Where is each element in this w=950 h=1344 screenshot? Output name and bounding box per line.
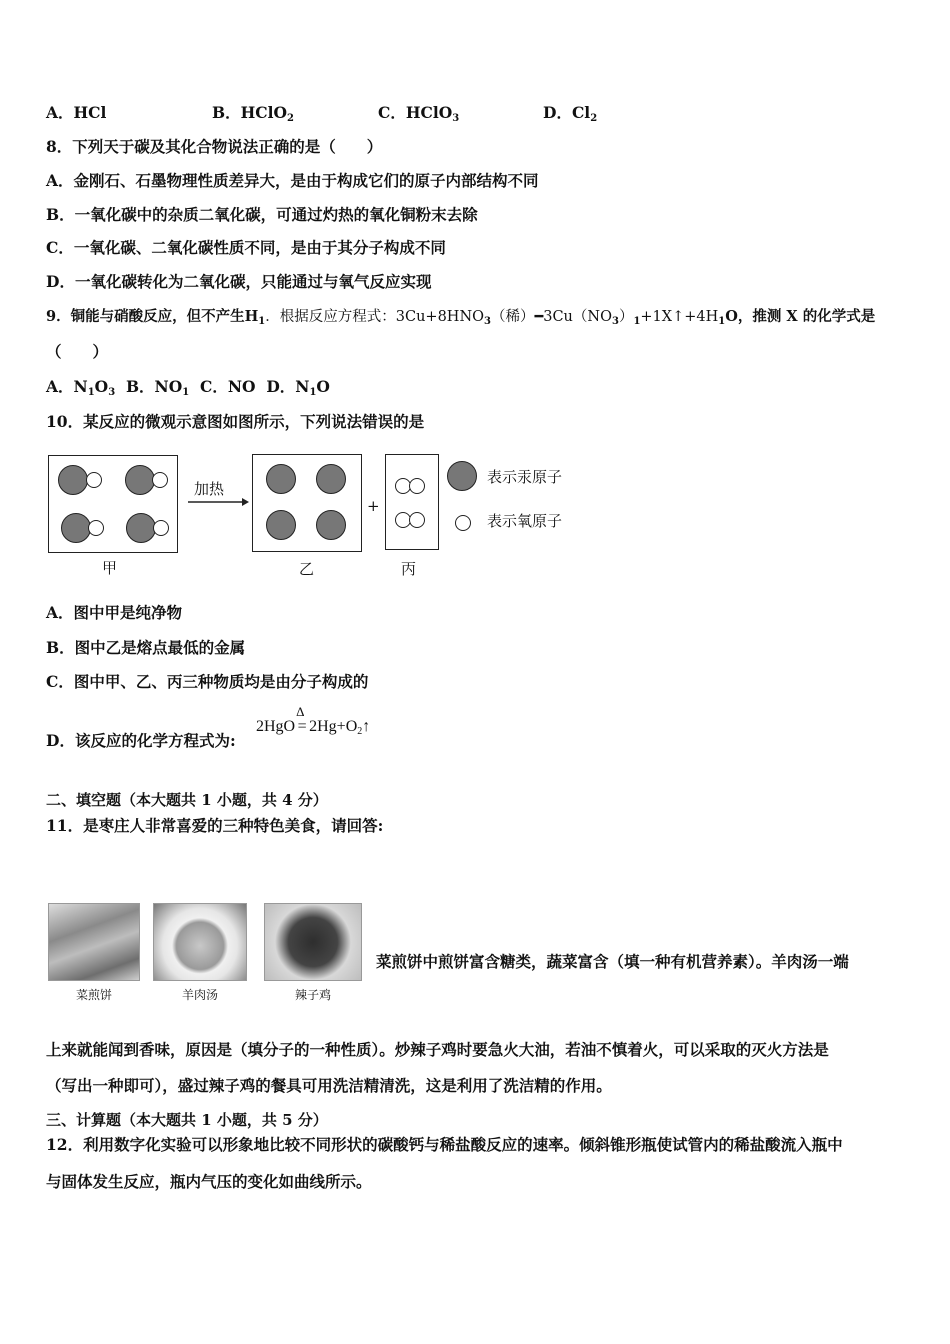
food-caption: 羊肉汤 [181, 988, 218, 1002]
option-formula: HClO [405, 103, 453, 122]
option-label: D． [543, 103, 572, 122]
food-image-cai-jian-bing [48, 903, 140, 981]
label-yi: 乙 [299, 560, 315, 578]
q9-option-a-mid: O [94, 377, 109, 396]
hg-atom [58, 465, 88, 495]
label-bing: 丙 [401, 560, 417, 578]
q7-option-d [543, 103, 597, 129]
q12-line-2: 与固体发生反应，瓶内气压的变化如曲线所示。 [46, 1172, 372, 1191]
o-atom [409, 478, 425, 494]
hg-atom [266, 464, 296, 494]
q10-option-d-prefix: D．该反应的化学方程式为: [46, 731, 236, 750]
q9-option-b: B．NO [125, 377, 183, 396]
food-caption: 菜煎饼 [75, 988, 112, 1002]
q10-option-b: B．图中乙是熔点最低的金属 [46, 638, 246, 657]
option-label: C． [378, 103, 406, 122]
q8-option-c: C．一氧化碳、二氧化碳性质不同，是由于其分子构成不同 [46, 238, 446, 257]
hg-atom [316, 510, 346, 540]
q9-stem-text: ．根据反应方程式：3Cu+8HNO [265, 309, 485, 325]
q9-option-d-end: O [316, 377, 330, 396]
o-atom [86, 472, 102, 488]
option-formula: Cl [571, 103, 591, 122]
box-jia [48, 455, 178, 553]
hg-atom [126, 513, 156, 543]
q9-sub: 1 [309, 387, 317, 398]
q11-stem: 11．是枣庄人非常喜爱的三种特色美食，请回答: [46, 816, 384, 835]
q9-stem [46, 307, 875, 332]
label-jia: 甲 [102, 559, 118, 577]
q9-option-c: C．NO [200, 377, 256, 396]
eq-right: 2Hg+O [309, 718, 358, 735]
q9-stem-text: （稀）━3Cu（NO [491, 309, 612, 325]
option-subscript: 3 [452, 113, 460, 124]
q10-option-d [46, 731, 236, 751]
eq-left: 2HgO [256, 718, 296, 735]
eq-sign: Δ = [296, 704, 307, 735]
q7-option-a [46, 103, 106, 123]
legend-o-label: 表示氧原子 [487, 512, 563, 530]
o-atom [153, 520, 169, 536]
q11-text-3: （写出一种即可），盛过辣子鸡的餐具可用洗洁精清洗，这是利用了洗洁精的作用。 [46, 1076, 612, 1095]
food-image-yang-rou-tang [153, 903, 247, 981]
o-atom [409, 512, 425, 528]
q9-sub: 3 [108, 387, 116, 398]
box-yi [252, 454, 362, 552]
hg-atom [61, 513, 91, 543]
option-subscript: 2 [286, 113, 294, 124]
q10-option-a: A．图中甲是纯净物 [46, 603, 183, 622]
eq-arrow: ↑ [362, 718, 371, 735]
legend-hg-atom [447, 461, 477, 491]
q11-text-2: 上来就能闻到香味，原因是（填分子的一种性质）。炒辣子鸡时要急火大油，若油不慎着火，可以采取的灭火方法是 [46, 1040, 829, 1059]
q7-option-c [378, 103, 459, 129]
food-caption: 辣子鸡 [294, 988, 331, 1002]
q9-stem-text: O，推测 X 的化学式是 [725, 308, 876, 325]
q9-option-a: A．N [46, 377, 88, 396]
q9-sub: 3 [611, 316, 619, 327]
box-bing [385, 454, 439, 550]
q8-stem: 8．下列天于碳及其化合物说法正确的是（ ） [46, 137, 383, 156]
q9-sub: 1 [87, 387, 95, 398]
q12-line-1: 12．利用数字化实验可以形象地比较不同形状的碳酸钙与稀盐酸反应的速率。倾斜锥形瓶使试管内的稀盐酸流入瓶中 [46, 1135, 843, 1154]
hg-atom [316, 464, 346, 494]
food-image-la-zi-ji [264, 903, 362, 981]
q7-option-b [212, 103, 294, 129]
q9-stem-text: +1X↑+4H [640, 309, 719, 325]
q9-stem-text: 9．铜能与硝酸反应，但不产生H [46, 308, 259, 325]
q8-option-a: A．金刚石、石墨物理性质差异大，是由于构成它们的原子内部结构不同 [46, 171, 539, 190]
q9-sub: 1 [258, 316, 266, 327]
q8-option-b: B．一氧化碳中的杂质二氧化碳，可通过灼热的氧化铜粉末去除 [46, 205, 478, 224]
o-atom [88, 520, 104, 536]
q9-sub: 1 [182, 387, 190, 398]
legend-o-atom [455, 515, 471, 531]
q9-sub: 1 [633, 316, 641, 327]
section2-title: 二、填空题（本大题共 1 小题，共 4 分） [46, 791, 328, 809]
eq-condition: Δ [296, 704, 305, 719]
q9-stem-end: （ ） [46, 342, 109, 361]
q9-option-d: D．N [266, 377, 310, 396]
plus-sign: + [367, 497, 380, 515]
option-label: B． [212, 103, 241, 122]
option-label: A． [46, 103, 74, 122]
q9-options [46, 377, 330, 403]
o-atom [152, 472, 168, 488]
section3-title: 三、计算题（本大题共 1 小题，共 5 分） [46, 1111, 328, 1129]
q9-sub: 1 [718, 316, 726, 327]
eq-sub: 2 [357, 726, 363, 737]
q10-stem: 10．某反应的微观示意图如图所示，下列说法错误的是 [46, 412, 425, 431]
q11-text-1: 菜煎饼中煎饼富含糖类，蔬菜富含（填一种有机营养素）。羊肉汤一端 [376, 952, 849, 971]
q9-sub: 3 [484, 316, 491, 327]
legend-hg-label: 表示汞原子 [487, 468, 563, 486]
arrow-label: 加热 [194, 480, 225, 498]
option-formula: HCl [73, 103, 107, 122]
q10-equation [256, 704, 371, 737]
arrow-icon [186, 496, 250, 508]
hg-atom [266, 510, 296, 540]
q9-stem-text: ） [618, 309, 634, 325]
q10-option-c: C．图中甲、乙、丙三种物质均是由分子构成的 [46, 672, 369, 691]
option-formula: HClO [240, 103, 287, 122]
option-subscript: 2 [590, 113, 598, 124]
hg-atom [125, 465, 155, 495]
q8-option-d: D．一氧化碳转化为二氧化碳，只能通过与氧气反应实现 [46, 272, 432, 291]
